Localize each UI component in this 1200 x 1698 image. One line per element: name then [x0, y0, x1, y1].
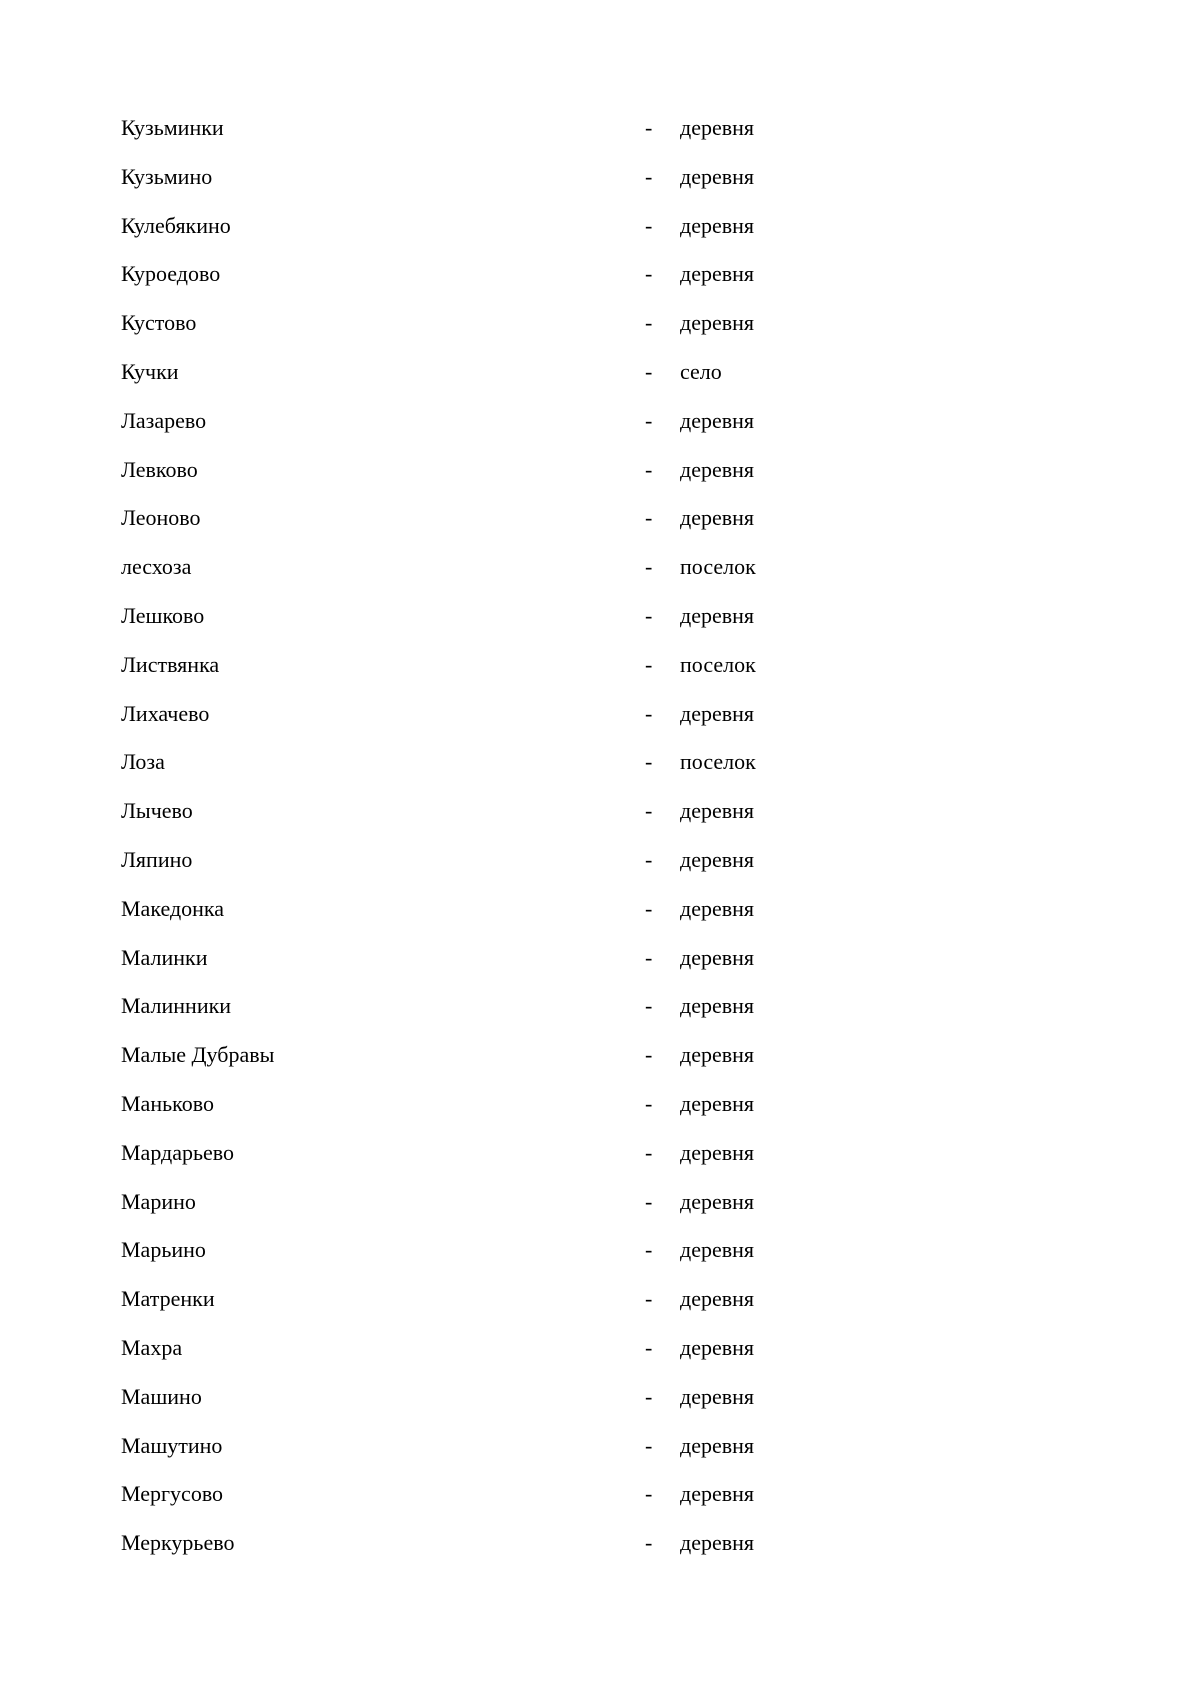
list-item — [121, 1373, 1021, 1422]
settlement-type: деревня — [680, 1286, 755, 1312]
separator-dash: - — [645, 1334, 653, 1360]
settlement-type: деревня — [680, 798, 755, 824]
settlement-name: Малые Дубравы — [121, 1042, 275, 1068]
list-item — [121, 299, 1021, 348]
settlement-type: деревня — [680, 163, 755, 189]
list-item — [121, 641, 1021, 690]
list-item — [121, 1080, 1021, 1129]
separator-dash: - — [645, 1139, 653, 1165]
separator-dash: - — [645, 895, 653, 921]
list-item — [121, 982, 1021, 1031]
settlement-name: Кучки — [121, 358, 179, 384]
list-item — [121, 104, 1021, 153]
separator-dash: - — [645, 261, 653, 287]
settlement-name: Мергусово — [121, 1481, 224, 1507]
settlement-name: Левково — [121, 456, 198, 482]
settlement-type: деревня — [680, 993, 755, 1019]
settlement-type: деревня — [680, 1432, 755, 1458]
settlement-name: Меркурьево — [121, 1530, 235, 1556]
settlement-type: деревня — [680, 895, 755, 921]
list-item — [121, 202, 1021, 251]
separator-dash: - — [645, 1530, 653, 1556]
separator-dash: - — [645, 505, 653, 531]
list-item — [121, 1519, 1021, 1568]
separator-dash: - — [645, 798, 653, 824]
separator-dash: - — [645, 846, 653, 872]
settlement-type: деревня — [680, 407, 755, 433]
settlement-name: Марьино — [121, 1237, 206, 1263]
settlement-name: лесхоза — [121, 554, 192, 580]
settlement-name: Леоново — [121, 505, 201, 531]
settlement-name: Ляпино — [121, 846, 193, 872]
settlement-type: деревня — [680, 1090, 755, 1116]
list-item — [121, 1129, 1021, 1178]
list-item — [121, 397, 1021, 446]
settlement-name: Лазарево — [121, 407, 207, 433]
settlement-type: поселок — [680, 749, 756, 775]
separator-dash: - — [645, 212, 653, 238]
settlement-type: деревня — [680, 261, 755, 287]
settlement-type: деревня — [680, 1237, 755, 1263]
list-item — [121, 543, 1021, 592]
list-item — [121, 787, 1021, 836]
settlement-type: деревня — [680, 1481, 755, 1507]
settlement-type: деревня — [680, 1530, 755, 1556]
separator-dash: - — [645, 993, 653, 1019]
separator-dash: - — [645, 358, 653, 384]
separator-dash: - — [645, 115, 653, 140]
settlement-name: Лычево — [121, 798, 193, 824]
settlement-name: Малинники — [121, 993, 232, 1019]
settlement-name: Кустово — [121, 310, 197, 336]
settlement-name: Машутино — [121, 1432, 223, 1458]
settlement-type: деревня — [680, 1334, 755, 1360]
settlement-name: Лихачево — [121, 700, 210, 726]
list-item — [121, 690, 1021, 739]
separator-dash: - — [645, 407, 653, 433]
separator-dash: - — [645, 1042, 653, 1068]
list-item — [121, 934, 1021, 983]
list-item — [121, 446, 1021, 495]
settlement-type: село — [680, 358, 722, 384]
settlement-type: деревня — [680, 456, 755, 482]
settlement-type: деревня — [680, 846, 755, 872]
list-item — [121, 153, 1021, 202]
settlement-name: Лешково — [121, 602, 205, 628]
separator-dash: - — [645, 651, 653, 677]
list-item — [121, 1275, 1021, 1324]
list-item — [121, 1226, 1021, 1275]
settlement-name: Македонка — [121, 895, 225, 921]
settlement-type: деревня — [680, 602, 755, 628]
list-item — [121, 1324, 1021, 1373]
settlement-name: Куроедово — [121, 261, 221, 287]
separator-dash: - — [645, 602, 653, 628]
settlement-name: Малинки — [121, 944, 208, 970]
settlement-name: Махра — [121, 1334, 183, 1360]
settlement-type: деревня — [680, 1188, 755, 1214]
settlement-type: деревня — [680, 1139, 755, 1165]
list-item — [121, 1422, 1021, 1471]
separator-dash: - — [645, 749, 653, 775]
settlement-name: Кузьминки — [121, 115, 224, 140]
settlement-type: деревня — [680, 700, 755, 726]
settlement-type: деревня — [680, 1042, 755, 1068]
settlement-type: деревня — [680, 505, 755, 531]
list-item — [121, 250, 1021, 299]
settlement-type: поселок — [680, 651, 756, 677]
settlement-name: Мардарьево — [121, 1139, 235, 1165]
list-item — [121, 592, 1021, 641]
separator-dash: - — [645, 1090, 653, 1116]
settlement-name: Марино — [121, 1188, 196, 1214]
settlement-type: деревня — [680, 115, 755, 140]
settlement-list — [121, 104, 1021, 1568]
separator-dash: - — [645, 456, 653, 482]
separator-dash: - — [645, 310, 653, 336]
separator-dash: - — [645, 554, 653, 580]
separator-dash: - — [645, 944, 653, 970]
list-item — [121, 885, 1021, 934]
settlement-name: Матренки — [121, 1286, 215, 1312]
settlement-type: деревня — [680, 1383, 755, 1409]
settlement-name: Машино — [121, 1383, 202, 1409]
settlement-name: Лоза — [121, 749, 165, 775]
separator-dash: - — [645, 1432, 653, 1458]
settlement-type: деревня — [680, 212, 755, 238]
separator-dash: - — [645, 1481, 653, 1507]
settlement-type: поселок — [680, 554, 756, 580]
settlement-type: деревня — [680, 310, 755, 336]
settlement-type: деревня — [680, 944, 755, 970]
list-item — [121, 1470, 1021, 1519]
list-item — [121, 348, 1021, 397]
list-item — [121, 1178, 1021, 1227]
settlement-name: Маньково — [121, 1090, 214, 1116]
settlement-name: Листвянка — [121, 651, 220, 677]
separator-dash: - — [645, 700, 653, 726]
separator-dash: - — [645, 1383, 653, 1409]
separator-dash: - — [645, 1237, 653, 1263]
list-item — [121, 1031, 1021, 1080]
separator-dash: - — [645, 163, 653, 189]
separator-dash: - — [645, 1286, 653, 1312]
settlement-name: Кузьмино — [121, 163, 213, 189]
settlement-name: Кулебякино — [121, 212, 231, 238]
list-item — [121, 494, 1021, 543]
list-item — [121, 738, 1021, 787]
separator-dash: - — [645, 1188, 653, 1214]
list-item — [121, 836, 1021, 885]
